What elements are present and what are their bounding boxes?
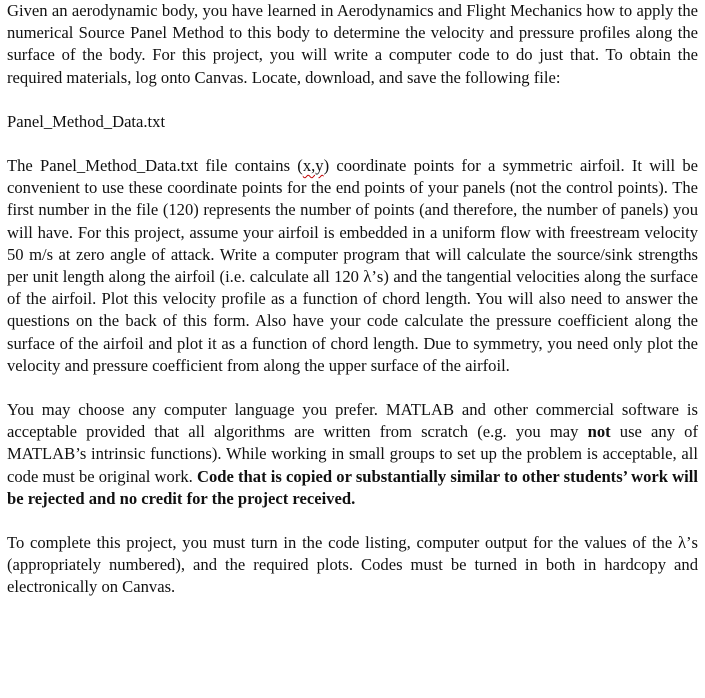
language-text-start: You may choose any computer language you prefer. MATLAB and other commercial software is acceptable provided that all algorithms are written from scratch (e.g. you may (7, 400, 698, 442)
document-body (7, 0, 698, 599)
paragraph-spacer (7, 510, 698, 532)
language-text-middle: use any of MATLAB’s intrinsic functions). While working in small groups to set up the problem is acceptable, all code must be original work. (7, 422, 698, 486)
paragraph-spacer (7, 89, 698, 111)
not-emphasis: not (587, 422, 611, 442)
data-file-paragraph (7, 155, 698, 377)
data-file-text-rest: ) coordinate points for a symmetric airfoil. It will be convenient to use these coordinate points for the end points of your panels (not the control points). The first number in the file (120) represents the number of points (and therefore, the number of panels) you will have. For this project, assume your airfoil is embedded in a uniform flow with freestream velocity 50 m/s at zero angle of attack. Write a computer program that will calculate the source/sink strengths per unit length along the airfoil (i.e. calculate all 120 λ’s) and the tangential velocities along the surface of the airfoil. Plot this velocity profile as a function of chord length. You will also need to answer the questions on the back of this form. Also have your code calculate the pressure coefficient along the surface of the airfoil and plot it as a function of chord length. Due to symmetry, you need only plot the velocity and pressure coefficient from along the upper surface of the airfoil. (7, 156, 698, 375)
data-file-text-start: The Panel_Method_Data.txt file contains ( (7, 156, 303, 176)
language-paragraph (7, 399, 698, 510)
paragraph-spacer (7, 133, 698, 155)
intro-paragraph: Given an aerodynamic body, you have learned in Aerodynamics and Flight Mechanics how to apply the numerical Source Panel Method to this body to determine the velocity and pressure profiles along the surface of the body. For this project, you will write a computer code to do just that. To obtain the required materials, log onto Canvas. Locate, download, and save the following file: (7, 1, 698, 87)
paragraph-spacer (7, 377, 698, 399)
data-filename: Panel_Method_Data.txt (7, 111, 166, 131)
plagiarism-warning: Code that is copied or substantially similar to other students’ work will be rejected and no credit for the project received. (7, 466, 698, 508)
submission-paragraph: To complete this project, you must turn in the code listing, computer output for the values of the λ’s (appropriately numbered), and the required plots. Codes must be turned in both in hardcopy and electronically on Canvas. (7, 533, 698, 597)
xy-coordinates-text: x,y (302, 156, 324, 176)
